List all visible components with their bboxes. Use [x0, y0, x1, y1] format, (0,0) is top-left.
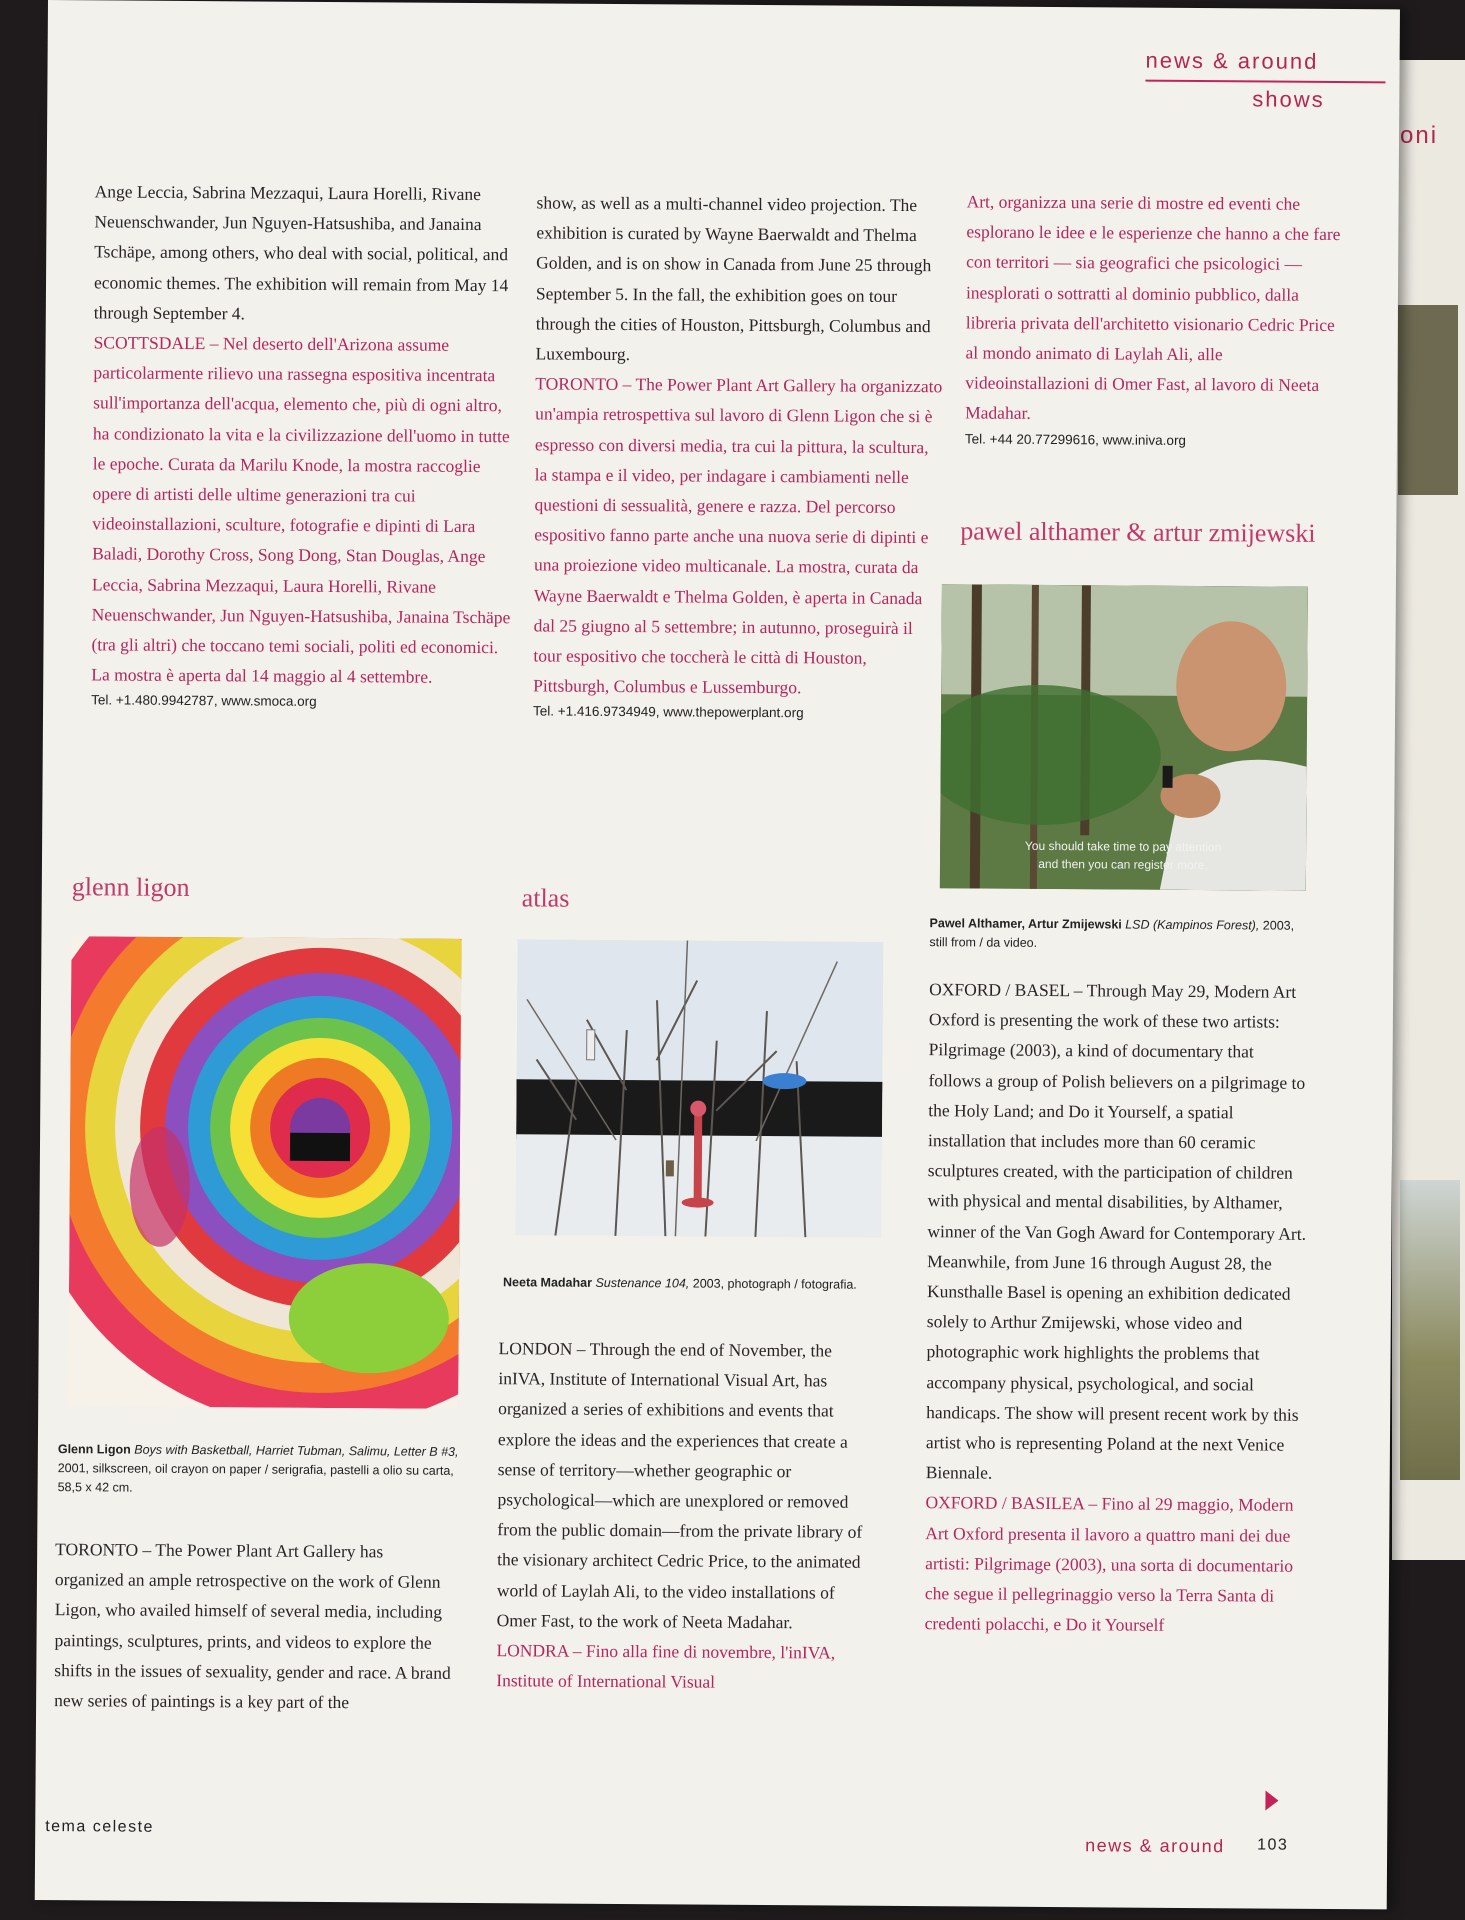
- adjacent-page-photo-lower: [1400, 1180, 1460, 1480]
- atlas-caption-title: Sustenance 104,: [595, 1275, 690, 1291]
- column-3-text: [965, 186, 1347, 452]
- atlas-italian: LONDRA – Fino alla fine di novembre, l'inIVA, Institute of International Visual: [496, 1640, 836, 1692]
- section-title-pawel: pawel althamer & artur zmijewski: [960, 516, 1316, 548]
- video-subtitles: [940, 836, 1306, 875]
- glenn-text: [54, 1534, 455, 1718]
- section-title-glenn-ligon: glenn ligon: [71, 872, 190, 903]
- section-title-atlas: atlas: [521, 883, 570, 913]
- winter-branches-photo: [515, 939, 883, 1238]
- adjacent-page: [1392, 60, 1465, 1560]
- pawel-italian: OXFORD / BASILEA – Fino al 29 maggio, Modern Art Oxford presenta il lavoro a quattro mani dei due artisti: Pilgrimage (2003), una sorta di documentario che segue il pellegrinaggio verso la Terra Santa di credenti polacchi, e Do it Yourself: [924, 1492, 1294, 1636]
- col2-contact: Tel. +1.416.9734949, www.thepowerplant.org: [532, 703, 804, 721]
- pawel-caption-artist: Pawel Althamer, Artur Zmijewski: [929, 916, 1122, 932]
- glenn-caption: [58, 1440, 478, 1500]
- subsection-header: shows: [1252, 86, 1325, 112]
- atlas-text: [496, 1333, 877, 1698]
- magazine-page: [35, 0, 1400, 1909]
- glenn-caption-title: Boys with Basketball, Harriet Tubman, Salimu, Letter B #3,: [134, 1442, 459, 1459]
- header-rule: [1145, 80, 1385, 84]
- col2-english: show, as well as a multi-channel video projection. The exhibition is curated by Wayne Baerwaldt and Thelma Golden, and is on show in Canada from June 25 through September 5. In the fall, the exhibition goes on tour through the cities of Houston, Pittsburgh, Columbus and Luxembourg.: [535, 192, 932, 365]
- col3-italian: Art, organizza una serie di mostre ed eventi che esplorano le idee e le esperienze che hanno a che fare con territori — sia geografici che psicologici — inesplorati o sottratti al dominio pubblico, dalla libreria privata dell'architetto visionario Cedric Price al mondo animato di Laylah Ali, alle videoinstallazioni di Omer Fast, al lavoro di Neeta Madahar.: [965, 191, 1341, 424]
- glenn-ligon-artwork: [68, 936, 461, 1409]
- col1-english: Ange Leccia, Sabrina Mezzaqui, Laura Horelli, Rivane Neuenschwander, Jun Nguyen-Hatsushiba, and Janaina Tschäpe, among others, who deal with social, political, and economic themes. The exhibition will remain from May 14 through September 4.: [93, 181, 509, 324]
- video-subtitle-line-2: and then you can register more.: [1038, 856, 1208, 873]
- footer-section: news & around: [1085, 1835, 1225, 1857]
- atlas-caption-details: 2003, photograph / fotografia.: [692, 1276, 857, 1292]
- pawel-english: OXFORD / BASEL – Through May 29, Modern Art Oxford is presenting the work of these two artists: Pilgrimage (2003), a kind of documentary that follows a group of Polish believers on a pilgrimage to the Holy Land; and Do it Yourself, a spatial installation that includes more than 60 ceramic sculptures created, with the participation of children with physical and mental disabilities, by Althamer, winner of the Van Gogh Award for Contemporary Art. Meanwhile, from June 16 through August 28, the Kunsthalle Basel is opening an exhibition dedicated solely to Arthur Zmijewski, whose video and photographic work highlights the problems that accompany physical, psychological, and social handicaps. The show will present recent work by this artist who is representing Poland at the next Venice Biennale.: [925, 979, 1307, 1483]
- adjacent-page-header: oni: [1400, 122, 1439, 149]
- pawel-caption: [929, 914, 1309, 955]
- pawel-video-still: [940, 584, 1308, 891]
- atlas-photo: [515, 939, 883, 1238]
- col1-italian: SCOTTSDALE – Nel deserto dell'Arizona assume particolarmente rilievo una rassegna espositiva incentrata sull'importanza dell'acqua, elemento che, più di ogni altro, ha condizionato la vita e la civilizzazione dell'uomo in tutte le epoche. Curata da Marilu Knode, la mostra raccoglie opere di artisti delle ultime generazioni tra cui videoinstallazioni, sculture, fotografie e dipinti di Lara Baladi, Dorothy Cross, Song Dong, Stan Douglas, Ange Leccia, Sabrina Mezzaqui, Laura Horelli, Rivane Neuenschwander, Jun Nguyen-Hatsushiba, Janaina Tschäpe (tra gli altri) che toccano temi sociali, politi ed economici. La mostra è aperta dal 14 maggio al 4 settembre.: [91, 332, 511, 687]
- column-2-text: [533, 187, 947, 725]
- col1-contact: Tel. +1.480.9942787, www.smoca.org: [91, 692, 317, 710]
- section-header: news & around: [1145, 47, 1319, 74]
- column-1-text: [91, 176, 515, 714]
- atlas-caption: [503, 1273, 893, 1295]
- glenn-caption-details: 2001, silkscreen, oil crayon on paper / serigrafia, pastelli a olio su carta, 58,5 x 42 cm.: [57, 1461, 454, 1495]
- continue-arrow-icon: [1265, 1791, 1278, 1811]
- pawel-caption-title: LSD (Kampinos Forest),: [1125, 917, 1260, 933]
- footer-magazine: tema celeste: [45, 1818, 155, 1836]
- pawel-text: [925, 974, 1310, 1641]
- atlas-english: LONDON – Through the end of November, the inIVA, Institute of International Visual Art, has organized a series of exhibitions and events that explore the ideas and the experiences that create a sense of territory—whether geographic or psychological—which are unexplored or removed from the public domain—from the private library of the visionary architect Cedric Price, to the animated world of Laylah Ali, to the video installations of Omer Fast, to the work of Neeta Madahar.: [496, 1338, 863, 1633]
- page-number: 103: [1257, 1836, 1289, 1854]
- video-subtitle-line-1: You should take time to pay attention: [1024, 838, 1222, 855]
- glenn-caption-artist: Glenn Ligon: [57, 1442, 131, 1457]
- adjacent-page-photo: [1398, 305, 1458, 495]
- pawel-caption-details: 2003, still from / da video.: [929, 918, 1295, 950]
- radial-painting: [68, 936, 461, 1409]
- atlas-caption-artist: Neeta Madahar: [503, 1275, 593, 1290]
- col2-italian: TORONTO – The Power Plant Art Gallery ha organizzato un'ampia retrospettiva sul lavoro di Glenn Ligon che si è espresso con diversi media, tra cui la pittura, la scultura, la stampa e il video, per indagare i cambiamenti nelle questioni di sessualità, genere e razza. Del percorso espositivo fanno parte anche una nuova serie di dipinti e una proiezione video multicanale. La mostra, curata da Wayne Baerwaldt e Thelma Golden, è aperta in Canada dal 25 giugno al 5 settembre; in autunno, proseguirà il tour espositivo che toccherà le città di Houston, Pittsburgh, Columbus e Lussemburgo.: [533, 373, 943, 698]
- col3-contact: Tel. +44 20.77299616, www.iniva.org: [964, 431, 1187, 448]
- glenn-english: TORONTO – The Power Plant Art Gallery has organized an ample retrospective on the work of Glenn Ligon, who availed himself of several media, including paintings, sculptures, prints, and videos to explore the shifts in the issues of sexuality, gender and race. A brand new series of paintings is a key part of the: [54, 1539, 451, 1713]
